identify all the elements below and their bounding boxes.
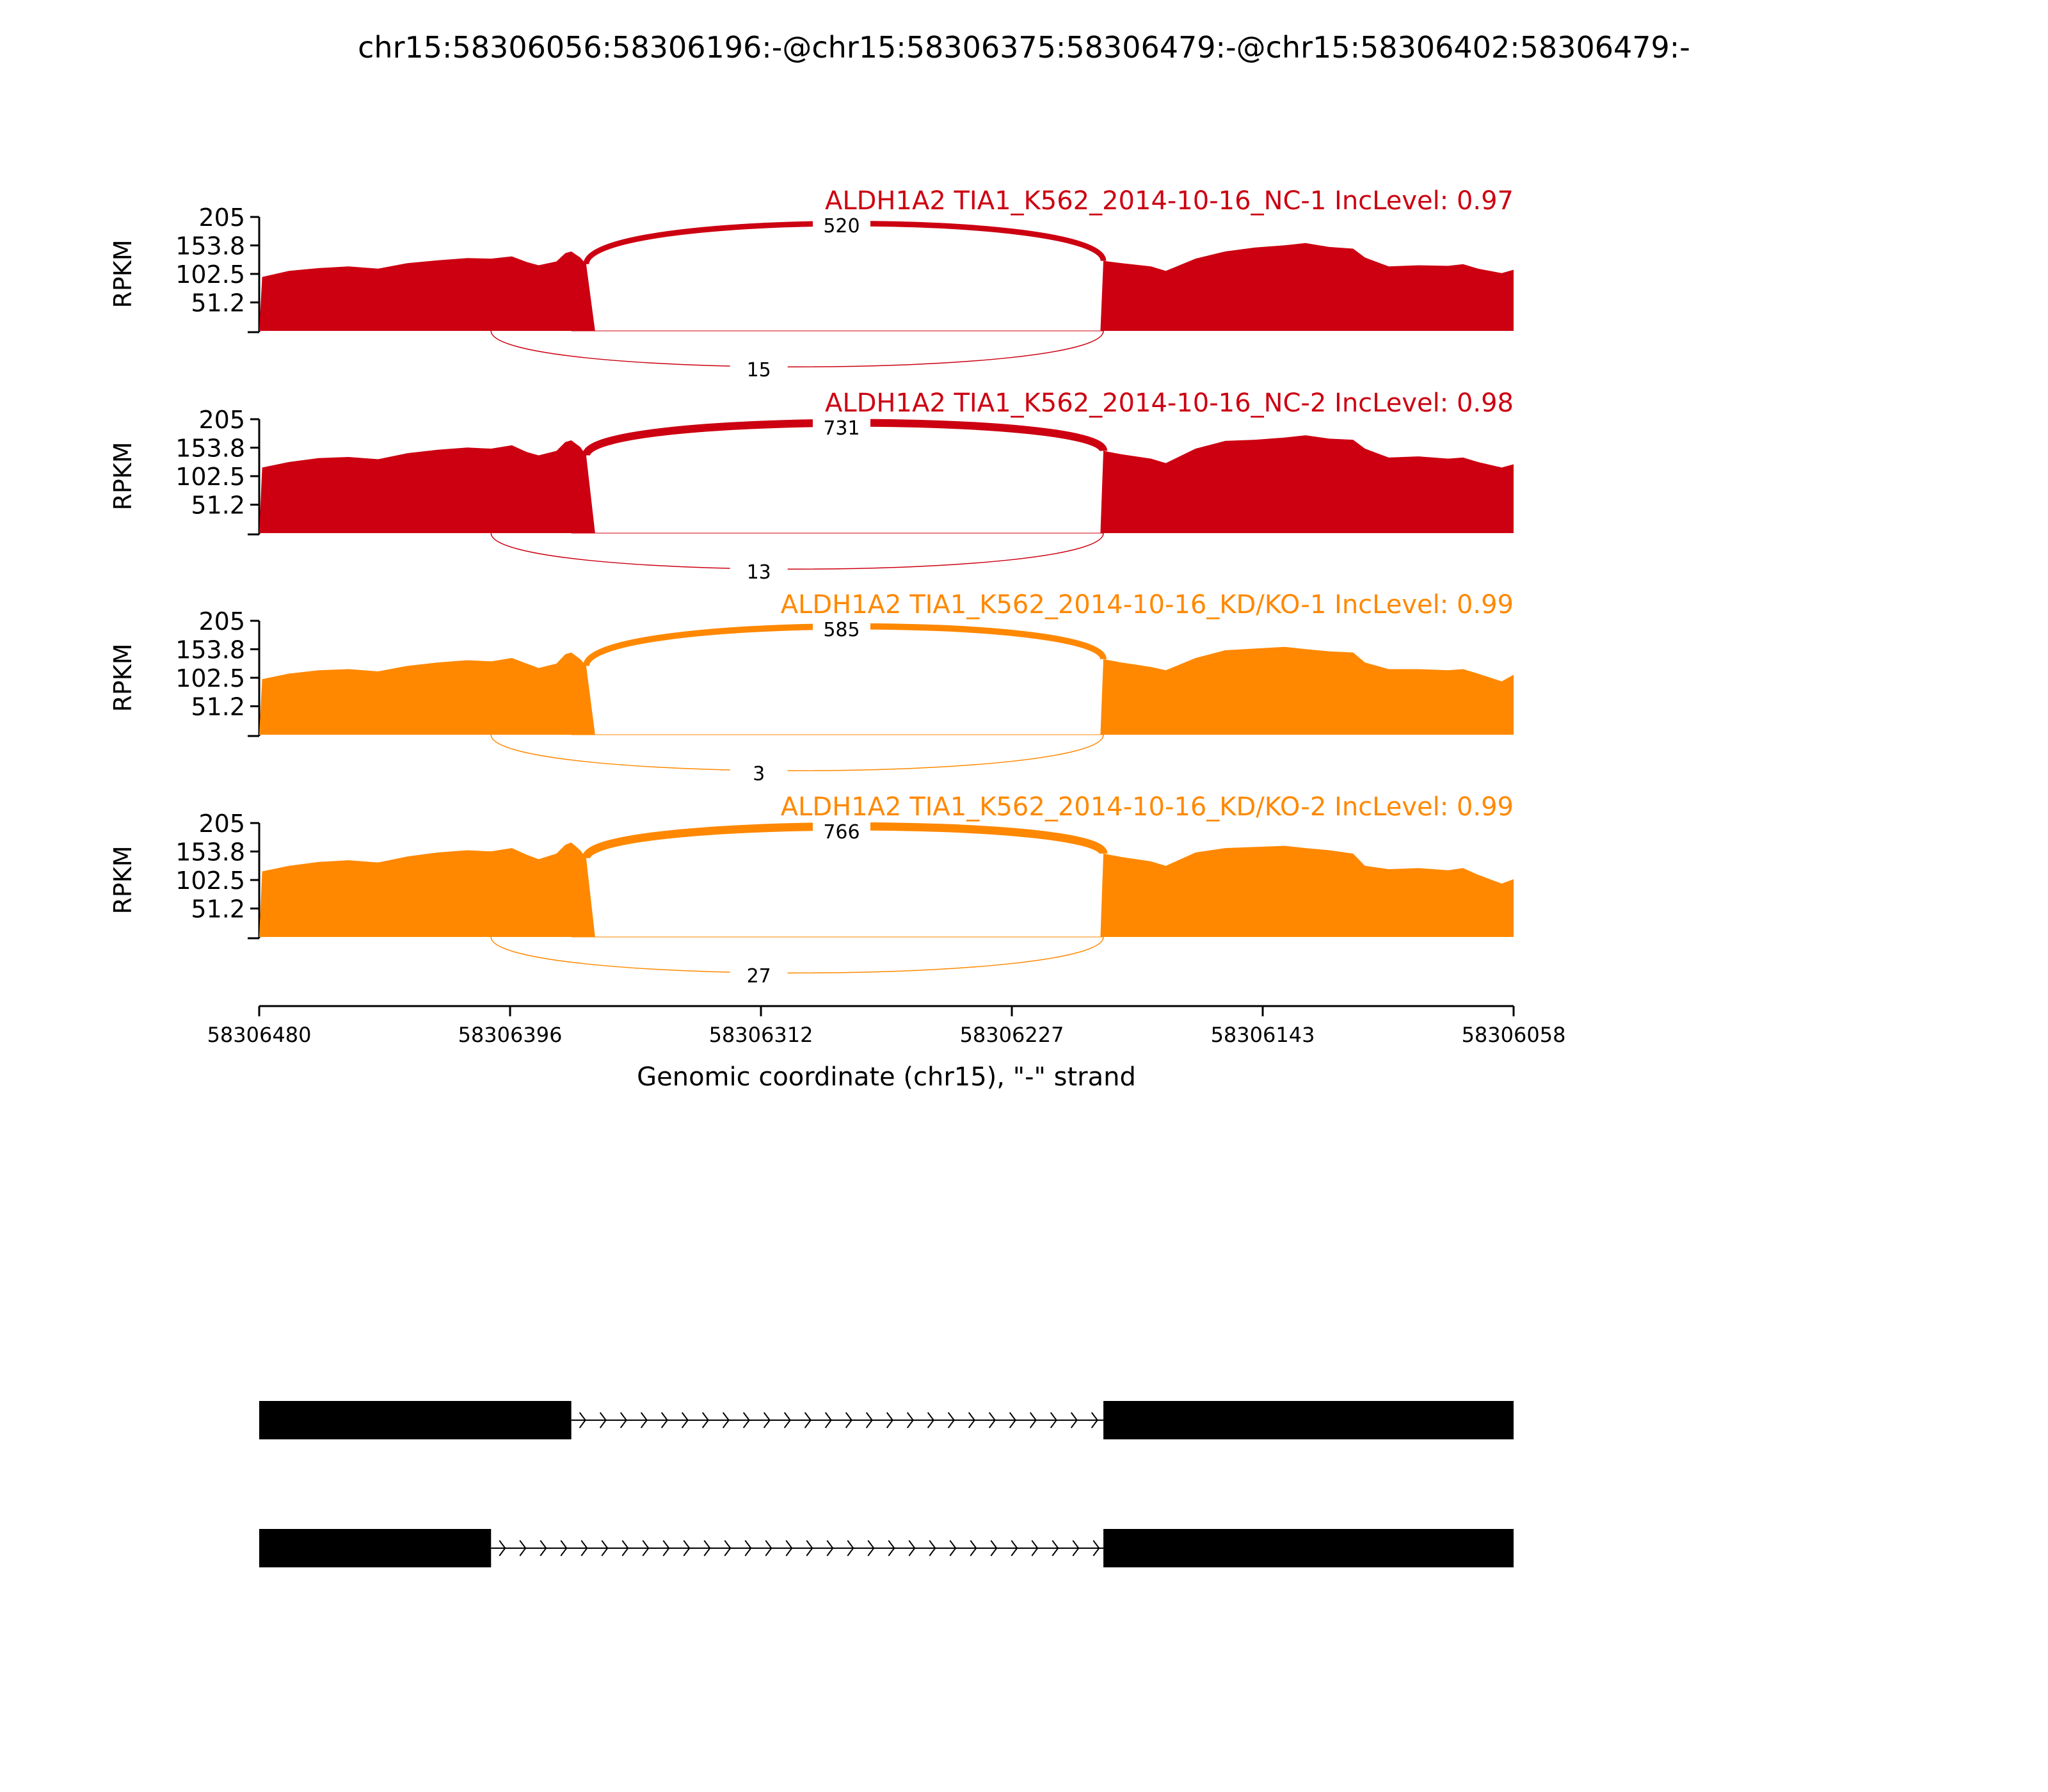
- y-tick-label: 102.5: [175, 664, 245, 692]
- exon-block: [259, 1529, 491, 1567]
- junction-count-label: 27: [746, 965, 771, 988]
- exon-block: [1103, 1529, 1514, 1567]
- track-title: ALDH1A2 TIA1_K562_2014-10-16_KD/KO-1 IncLevel: 0.99: [780, 590, 1514, 620]
- coverage-tracks: [109, 186, 1514, 988]
- junction-count-label: 585: [823, 619, 860, 641]
- y-tick-label: 51.2: [191, 491, 245, 520]
- y-tick-label: 153.8: [175, 232, 245, 260]
- junction-count-label: 520: [823, 215, 860, 237]
- y-tick-label: 102.5: [175, 260, 245, 289]
- junction-count-label: 15: [746, 359, 771, 381]
- exon-block: [1103, 1401, 1514, 1439]
- x-tick-label: 58306143: [1210, 1023, 1315, 1047]
- coverage-area: [259, 842, 1514, 937]
- y-tick-label: 102.5: [175, 463, 245, 491]
- y-axis-label: RPKM: [109, 442, 137, 511]
- track-title: ALDH1A2 TIA1_K562_2014-10-16_NC-1 IncLevel: 0.97: [824, 186, 1514, 216]
- junction-arc: [491, 533, 1103, 569]
- y-axis-label: RPKM: [109, 845, 137, 915]
- y-axis-label: RPKM: [109, 643, 137, 712]
- junction-count-label: 3: [753, 763, 765, 785]
- figure-title: chr15:58306056:58306196:-@chr15:58306375:58306479:-@chr15:58306402:58306479:-: [358, 30, 1690, 65]
- gene-model: [259, 1529, 1514, 1567]
- x-tick-label: 58306312: [708, 1023, 813, 1047]
- x-tick-label: 58306227: [959, 1023, 1064, 1047]
- y-tick-label: 51.2: [191, 289, 245, 317]
- y-axis-label: RPKM: [109, 239, 137, 308]
- track-panel: [109, 792, 1514, 988]
- coverage-area: [259, 435, 1514, 533]
- junction-count-label: 766: [823, 821, 860, 844]
- y-tick-label: 205: [198, 607, 245, 636]
- y-tick-label: 51.2: [191, 692, 245, 721]
- y-tick-label: 51.2: [191, 895, 245, 924]
- track-title: ALDH1A2 TIA1_K562_2014-10-16_NC-2 IncLevel: 0.98: [824, 388, 1514, 418]
- x-tick-label: 58306058: [1461, 1023, 1566, 1047]
- y-tick-label: 153.8: [175, 434, 245, 463]
- coverage-area: [259, 243, 1514, 331]
- y-tick-label: 102.5: [175, 867, 245, 895]
- y-tick-label: 205: [198, 810, 245, 838]
- x-tick-label: 58306480: [207, 1023, 312, 1047]
- x-axis-label: Genomic coordinate (chr15), "-" strand: [637, 1062, 1136, 1092]
- gene-models: [259, 1401, 1514, 1567]
- junction-arc: [491, 937, 1103, 973]
- x-tick-label: 58306396: [458, 1023, 563, 1047]
- y-tick-label: 153.8: [175, 636, 245, 664]
- y-tick-label: 205: [198, 204, 245, 232]
- junction-count-label: 731: [823, 417, 860, 440]
- exon-block: [259, 1401, 572, 1439]
- junction-count-label: 13: [746, 561, 771, 584]
- junction-arc: [491, 735, 1103, 771]
- gene-model: [259, 1401, 1514, 1439]
- track-panel: [109, 186, 1514, 381]
- track-panel: [109, 590, 1514, 785]
- track-title: ALDH1A2 TIA1_K562_2014-10-16_KD/KO-2 IncLevel: 0.99: [780, 792, 1514, 822]
- junction-arc: [491, 331, 1103, 367]
- y-tick-label: 205: [198, 406, 245, 434]
- coverage-area: [259, 647, 1514, 735]
- x-axis: [207, 1006, 1566, 1092]
- y-tick-label: 153.8: [175, 838, 245, 867]
- track-panel: [109, 388, 1514, 584]
